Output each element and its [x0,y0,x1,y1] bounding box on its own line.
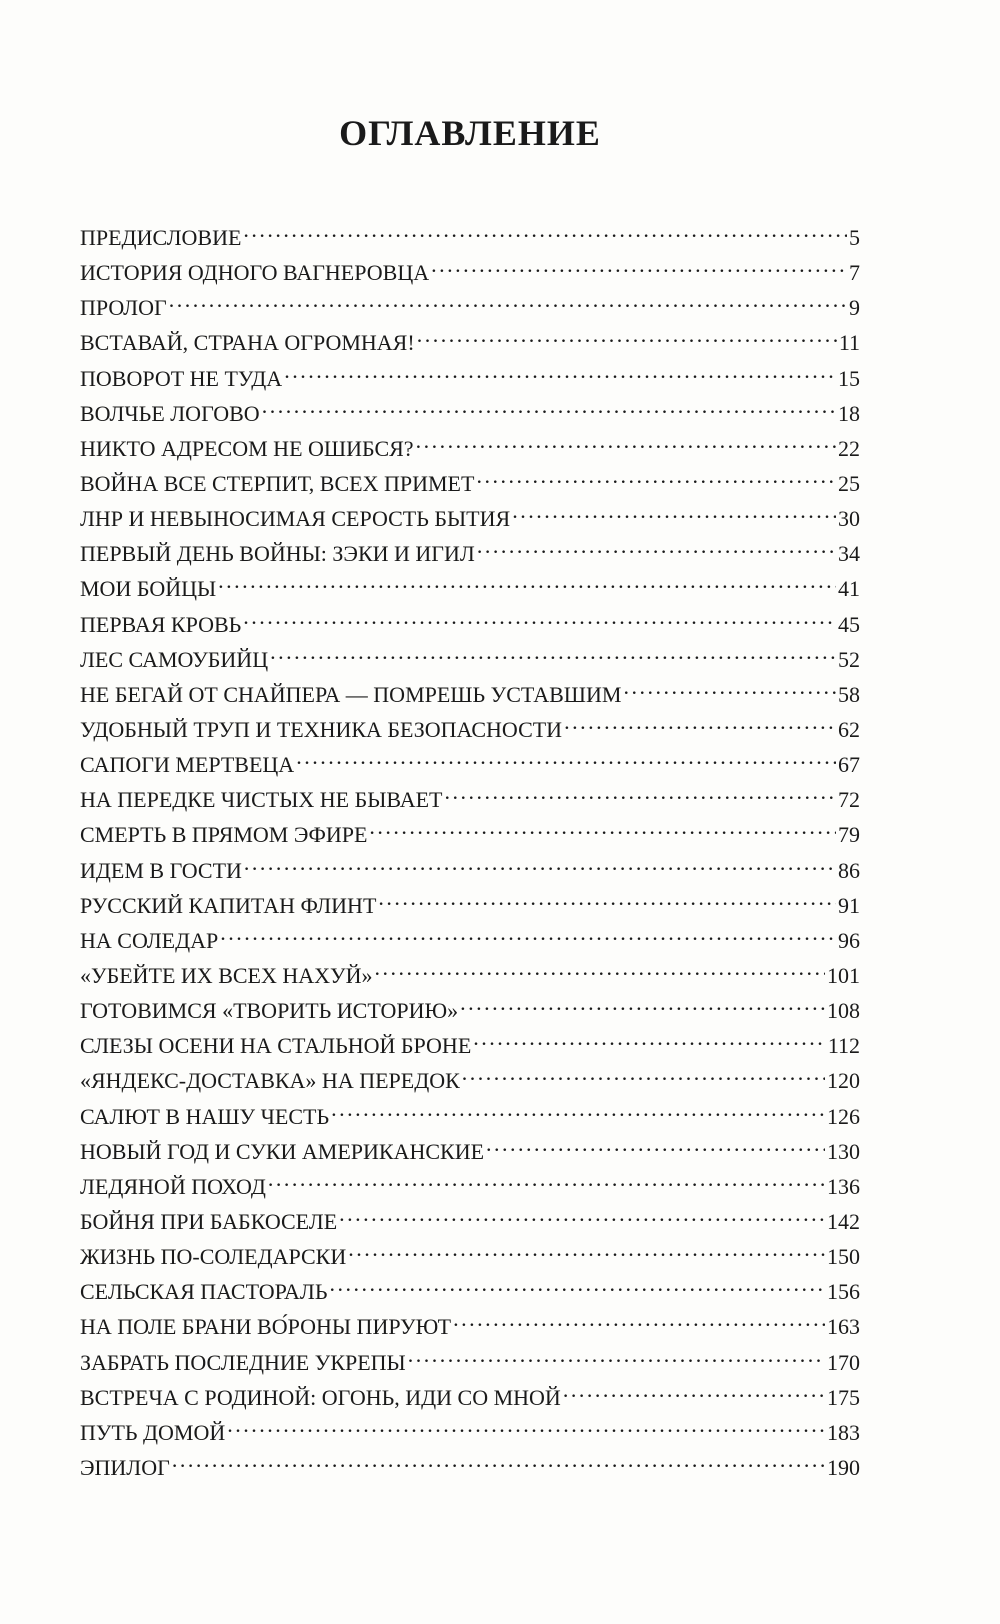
toc-entry [80,642,860,677]
dot-leader [477,539,836,561]
toc-entry [80,747,860,782]
toc-entry-title: НА ПОЛЕ БРАНИ ВО́РОНЫ ПИРУЮТ [80,1314,452,1340]
toc-entry-title: ВОЛЧЬЕ ЛОГОВО [80,400,260,426]
dot-leader [244,856,836,878]
dot-leader [623,680,836,702]
toc-entry-title: «ЯНДЕКС-ДОСТАВКА» НА ПЕРЕДОК [80,1068,460,1094]
dot-leader [243,610,836,632]
dot-leader [408,1348,825,1370]
toc-entry-title: ПЕРВЫЙ ДЕНЬ ВОЙНЫ: ЗЭКИ И ИГИЛ [80,541,475,567]
toc-entry-title: ГОТОВИМСЯ «ТВОРИТЬ ИСТОРИЮ» [80,998,459,1024]
toc-entry-page-number: 175 [827,1384,860,1410]
toc-entry [80,817,860,852]
toc-entry-title: ВОЙНА ВСЕ СТЕРПИТ, ВСЕХ ПРИМЕТ [80,470,475,496]
toc-entry-title: УДОБНЫЙ ТРУП И ТЕХНИКА БЕЗОПАСНОСТИ [80,716,563,742]
dot-leader [284,364,836,386]
toc-entry [80,1450,860,1485]
dot-leader [460,996,825,1018]
toc-entry-page-number: 91 [838,892,860,918]
toc-entry-page-number: 7 [849,260,860,286]
toc-entry-page-number: 18 [838,400,860,426]
toc-entry-title: СМЕРТЬ В ПРЯМОМ ЭФИРЕ [80,822,368,848]
toc-entry-page-number: 112 [827,1033,860,1059]
toc-entry-page-number: 183 [827,1419,860,1445]
toc-entry [80,1134,860,1169]
dot-leader [453,1312,825,1334]
toc-entry [80,325,860,360]
toc-entry-page-number: 170 [827,1349,860,1375]
dot-leader [268,1172,825,1194]
toc-entry [80,571,860,606]
dot-leader [564,715,836,737]
toc-entry [80,1274,860,1309]
toc-entry-page-number: 45 [838,611,860,637]
toc-entry [80,361,860,396]
dot-leader [512,504,836,526]
toc-entry [80,1415,860,1450]
toc-entry [80,1204,860,1239]
toc-entry [80,220,860,255]
table-of-contents [80,220,860,1485]
toc-entry-title: «УБЕЙТЕ ИХ ВСЕХ НАХУЙ» [80,962,373,988]
dot-leader [348,1242,825,1264]
toc-entry [80,255,860,290]
toc-entry-page-number: 142 [827,1208,860,1234]
toc-entry-title: ВСТРЕЧА С РОДИНОЙ: ОГОНЬ, ИДИ СО МНОЙ [80,1384,561,1410]
dot-leader [296,750,836,772]
toc-entry [80,923,860,958]
toc-entry [80,993,860,1028]
toc-entry [80,782,860,817]
toc-entry-page-number: 108 [827,998,860,1024]
toc-entry-page-number: 101 [827,962,860,988]
toc-entry [80,958,860,993]
toc-entry-page-number: 96 [838,927,860,953]
toc-entry-title: ЖИЗНЬ ПО-СОЛЕДАРСКИ [80,1244,347,1270]
dot-leader [416,434,836,456]
toc-entry [80,1380,860,1415]
toc-entry-page-number: 156 [827,1279,860,1305]
toc-entry [80,431,860,466]
toc-entry-page-number: 150 [827,1244,860,1270]
toc-entry [80,536,860,571]
toc-entry [80,888,860,923]
dot-leader [431,258,847,280]
toc-entry-title: РУССКИЙ КАПИТАН ФЛИНТ [80,892,377,918]
toc-entry-page-number: 5 [849,225,860,250]
toc-entry-page-number: 30 [838,506,860,532]
dot-leader [417,328,837,350]
toc-entry-page-number: 52 [838,646,860,672]
page-title: ОГЛАВЛЕНИЕ [339,113,601,153]
dot-leader [220,926,836,948]
toc-entry-title: ИДЕМ В ГОСТИ [80,857,242,883]
toc-entry-page-number: 79 [838,822,860,848]
dot-leader [339,1207,825,1229]
dot-leader [473,1031,826,1053]
toc-entry-title: НА СОЛЕДАР [80,927,219,953]
toc-entry [80,853,860,888]
toc-entry [80,1345,860,1380]
toc-entry [80,466,860,501]
toc-entry [80,607,860,642]
toc-entry-title: ЗАБРАТЬ ПОСЛЕДНИЕ УКРЕПЫ [80,1349,406,1375]
toc-entry-title: НИКТО АДРЕСОМ НЕ ОШИБСЯ? [80,435,414,461]
toc-entry-title: НА ПЕРЕДКЕ ЧИСТЫХ НЕ БЫВАЕТ [80,787,443,813]
toc-entry [80,1309,860,1344]
toc-entry-page-number: 190 [827,1454,860,1480]
toc-entry-page-number: 163 [827,1314,860,1340]
dot-leader [444,785,836,807]
toc-entry-page-number: 126 [827,1103,860,1129]
toc-entry-page-number: 25 [838,470,860,496]
toc-entry-title: ЛЕДЯНОЙ ПОХОД [80,1173,266,1199]
toc-entry-page-number: 67 [838,752,860,778]
dot-leader [227,1418,825,1440]
dot-leader [462,1066,825,1088]
dot-leader [262,399,836,421]
dot-leader [375,961,826,983]
toc-entry-title: ЛНР И НЕВЫНОСИМАЯ СЕРОСТЬ БЫТИЯ [80,506,511,532]
toc-entry-page-number: 130 [827,1138,860,1164]
toc-entry-title: СЛЕЗЫ ОСЕНИ НА СТАЛЬНОЙ БРОНЕ [80,1033,472,1059]
toc-entry-title: ЛЕС САМОУБИЙЦ [80,646,269,672]
toc-entry-page-number: 9 [849,295,860,321]
toc-entry [80,1169,860,1204]
toc-entry [80,1239,860,1274]
toc-entry-page-number: 11 [838,330,860,356]
toc-entry [80,1099,860,1134]
toc-entry [80,1063,860,1098]
toc-entry-title: ПЕРВАЯ КРОВЬ [80,611,242,637]
toc-entry-page-number: 72 [838,787,860,813]
toc-entry [80,1028,860,1063]
dot-leader [486,1137,825,1159]
toc-entry-title: САЛЮТ В НАШУ ЧЕСТЬ [80,1103,330,1129]
toc-entry-title: САПОГИ МЕРТВЕЦА [80,752,295,778]
dot-leader [476,469,836,491]
toc-entry-page-number: 136 [827,1173,860,1199]
toc-entry-title: НОВЫЙ ГОД И СУКИ АМЕРИКАНСКИЕ [80,1138,485,1164]
toc-entry-page-number: 15 [838,365,860,391]
toc-entry-title: ИСТОРИЯ ОДНОГО ВАГНЕРОВЦА [80,260,430,286]
dot-leader [369,820,836,842]
dot-leader [218,574,836,596]
toc-entry [80,712,860,747]
toc-entry-title: ЭПИЛОГ [80,1454,170,1480]
dot-leader [270,645,836,667]
dot-leader [563,1383,825,1405]
toc-entry-title: МОИ БОЙЦЫ [80,576,217,602]
toc-entry-page-number: 62 [838,716,860,742]
dot-leader [172,1453,825,1475]
dot-leader [330,1277,826,1299]
toc-entry-page-number: 22 [838,435,860,461]
toc-entry-title: НЕ БЕГАЙ ОТ СНАЙПЕРА — ПОМРЕШЬ УСТАВШИМ [80,681,622,707]
toc-entry [80,290,860,325]
toc-entry-title: ПРЕДИСЛОВИЕ [80,225,242,250]
toc-entry [80,677,860,712]
dot-leader [331,1102,825,1124]
dot-leader [378,891,836,913]
toc-entry-title: БОЙНЯ ПРИ БАБКОСЕЛЕ [80,1208,338,1234]
toc-entry-title: ПОВОРОТ НЕ ТУДА [80,365,283,391]
dot-leader [169,293,847,315]
dot-leader [243,223,847,245]
toc-entry-title: СЕЛЬСКАЯ ПАСТОРАЛЬ [80,1279,328,1305]
toc-entry [80,396,860,431]
toc-entry-page-number: 58 [838,681,860,707]
toc-entry [80,501,860,536]
toc-entry-page-number: 34 [838,541,860,567]
toc-entry-title: ПУТЬ ДОМОЙ [80,1419,226,1445]
toc-entry-page-number: 86 [838,857,860,883]
toc-entry-title: ВСТАВАЙ, СТРАНА ОГРОМНАЯ! [80,330,415,356]
toc-entry-page-number: 41 [838,576,860,602]
toc-entry-title: ПРОЛОГ [80,295,167,321]
toc-entry-page-number: 120 [827,1068,860,1094]
